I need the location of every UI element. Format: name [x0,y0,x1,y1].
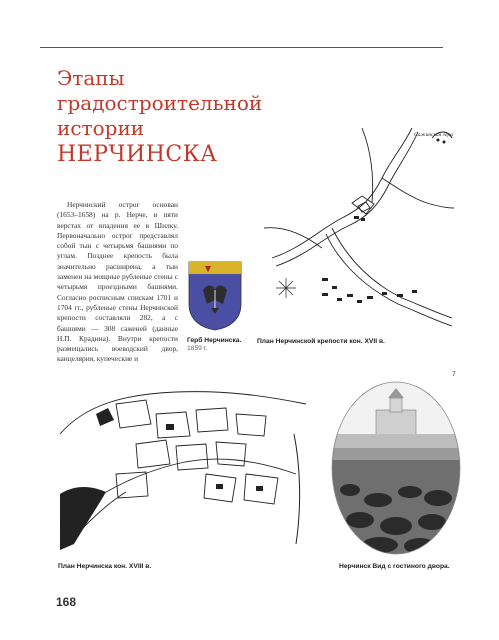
title-line-3: истории [57,116,145,140]
coat-caption-text: Герб Нерчинска. [187,337,242,344]
city-plan-caption: План Нерчинска кон. XVIII в. [58,563,152,570]
body-text: Нерчинский острог основан (1653–1658) на р. Нерче, в пяти верстах от впадения ее в Шилку. Первоначально острог представлял собой тын с четырьмя башнями по углам. Позднее крепость была значительно расширена, а тын заменен на мощные рубленые стены с четырьмя проездными башнями. Согласно росписным спискам 1701 и 1704 гг., рубленые стены Нерчинской крепости составляли 282, а с башнями — 308 саженей (данные Н.П. Крадина). Внутри крепости размещались воеводский двор, канцелярия, купеческие и [57,200,178,364]
title-city: НЕРЧИНСКА [57,142,218,167]
photo-caption: Нерчинск Вид с гостиного двора. [339,563,450,570]
city-plan-map [56,374,320,554]
title-line-1: Этапы [57,66,125,90]
page-number: 168 [56,595,77,609]
historic-photo [330,380,462,556]
header-rule [40,47,443,48]
photo-number: 7 [452,371,456,378]
page-title [57,66,263,167]
coat-caption-year: 1859 г. [187,345,208,352]
map1-label: Сажинская гора [414,132,454,138]
fortress-plan-map [262,108,454,336]
title-line-2: градостроительной [57,91,263,115]
coat-of-arms-caption [187,337,247,353]
coat-of-arms [187,260,243,332]
fortress-plan-caption: План Нерчинской крепости кон. XVII в. [257,338,385,345]
